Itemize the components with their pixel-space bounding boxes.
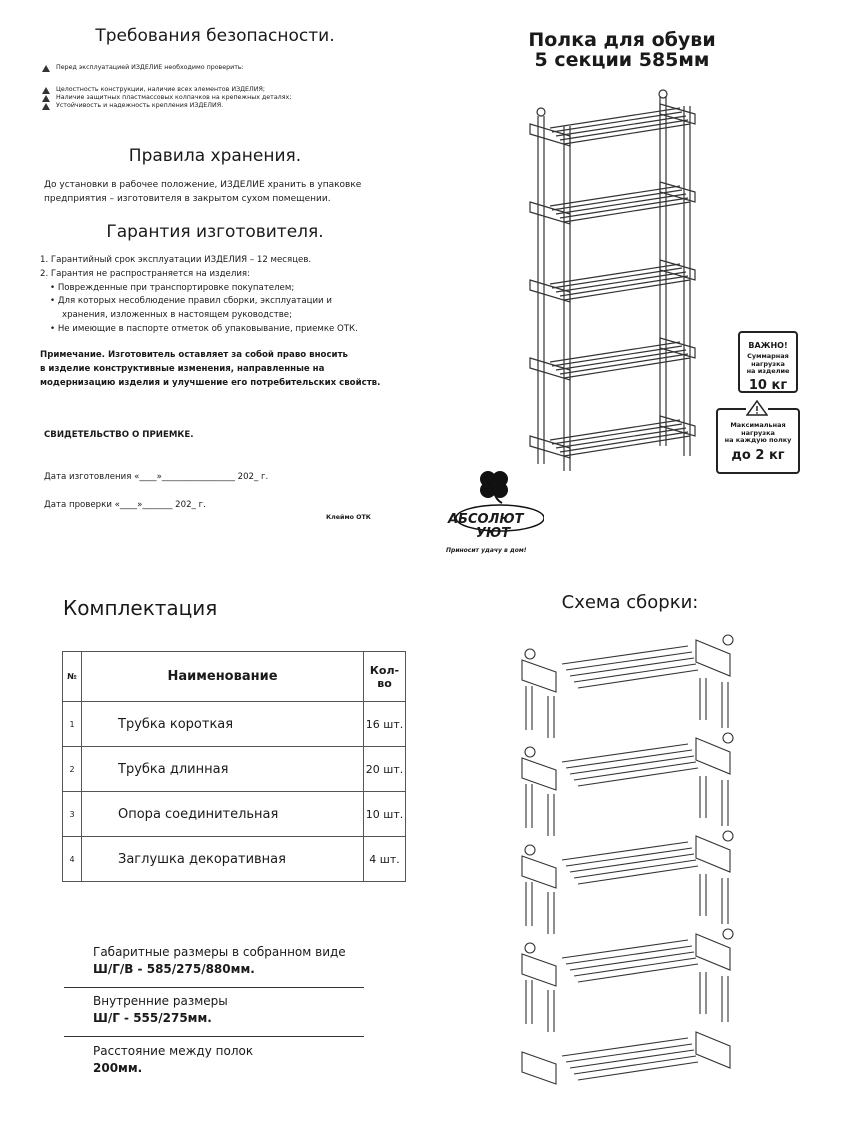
safety-item: Целостность конструкции, наличие всех элементов ИЗДЕЛИЯ;	[56, 86, 265, 93]
check-date-field: Дата проверки «____»_______ 202_ г.	[44, 500, 206, 510]
table-row: 3 Опора соединительная 10 шт.	[63, 792, 406, 837]
product-title: Полка для обуви 5 секции 585мм	[528, 29, 716, 71]
table-row: 2 Трубка длинная 20 шт.	[63, 747, 406, 792]
warning-icon	[42, 65, 50, 72]
storage-text: До установки в рабочее положение, ИЗДЕЛИЕ хранить в упаковке предприятия – изготовителя в закрытом сухом помещении.	[44, 180, 362, 204]
safety-item: Устойчивость и надежность крепления ИЗДЕЛИЯ.	[56, 102, 224, 109]
warning-icon	[746, 400, 768, 416]
safety-item: Наличие защитных пластмассовых колпачков на крепежных деталях;	[56, 94, 292, 101]
certificate-title: СВИДЕТЕЛЬСТВО О ПРИЕМКЕ.	[44, 430, 194, 440]
dimensions-spacing: Расстояние между полок 200мм.	[93, 1044, 254, 1075]
column-header-num: №	[63, 652, 82, 702]
safety-list	[42, 86, 291, 110]
dimensions-assembled: Габаритные размеры в собранном виде Ш/Г/В - 585/275/880мм.	[93, 945, 346, 976]
warning-icon	[42, 95, 50, 102]
logo-line1: АБСОЛЮТ	[448, 512, 524, 527]
shoe-rack-illustration	[520, 86, 700, 476]
divider	[64, 987, 364, 988]
kit-table	[62, 651, 406, 882]
max-load-badge: Максимальная нагрузка на каждую полку до 2 кг	[716, 408, 800, 474]
warning-icon	[42, 87, 50, 94]
assembly-title: Схема сборки:	[561, 592, 699, 613]
column-header-qty: Кол-во	[364, 652, 406, 702]
brand-logo	[440, 468, 550, 558]
divider	[64, 1036, 364, 1037]
assembly-diagram	[516, 620, 746, 1098]
logo-line2: УЮТ	[476, 526, 511, 541]
logo-tagline: Приносит удачу в дом!	[446, 547, 527, 554]
safety-intro: Перед эксплуатацией ИЗДЕЛИЕ необходимо проверить:	[42, 64, 244, 72]
warning-icon	[42, 103, 50, 110]
table-header-row	[63, 652, 406, 702]
kit-title: Комплектация	[63, 596, 218, 620]
table-row: 1 Трубка короткая 16 шт.	[63, 702, 406, 747]
dimensions-inner: Внутренние размеры Ш/Г - 555/275мм.	[93, 994, 228, 1025]
stamp-label: Клеймо ОТК	[326, 514, 371, 521]
important-badge: ВАЖНО! Суммарная нагрузка на изделие 10 кг	[738, 331, 798, 393]
column-header-name: Наименование	[82, 652, 364, 702]
warranty-title: Гарантия изготовителя.	[106, 222, 324, 242]
table-row: 4 Заглушка декоративная 4 шт.	[63, 837, 406, 882]
warranty-text: 1. Гарантийный срок эксплуатации ИЗДЕЛИЯ – 12 месяцев. 2. Гарантия не распространяется на изделия: • Поврежденные при транспортировке покупателем; • Для которых несоблюдение правил сборки, эксплуатации и хранения, изложенных в настоящем руководстве; • Не имеющие в паспорте отметок об упаковывание, приемке ОТК.	[40, 255, 358, 334]
safety-title: Требования безопасности.	[95, 26, 335, 46]
warranty-note: Примечание. Изготовитель оставляет за собой право вносить в изделие конструктивные изменения, направленные на модернизацию изделия и улучшение его потребительских свойств.	[40, 350, 381, 388]
storage-title: Правила хранения.	[128, 146, 302, 166]
manufacture-date-field: Дата изготовления «____»_________________ 202_ г.	[44, 472, 269, 482]
